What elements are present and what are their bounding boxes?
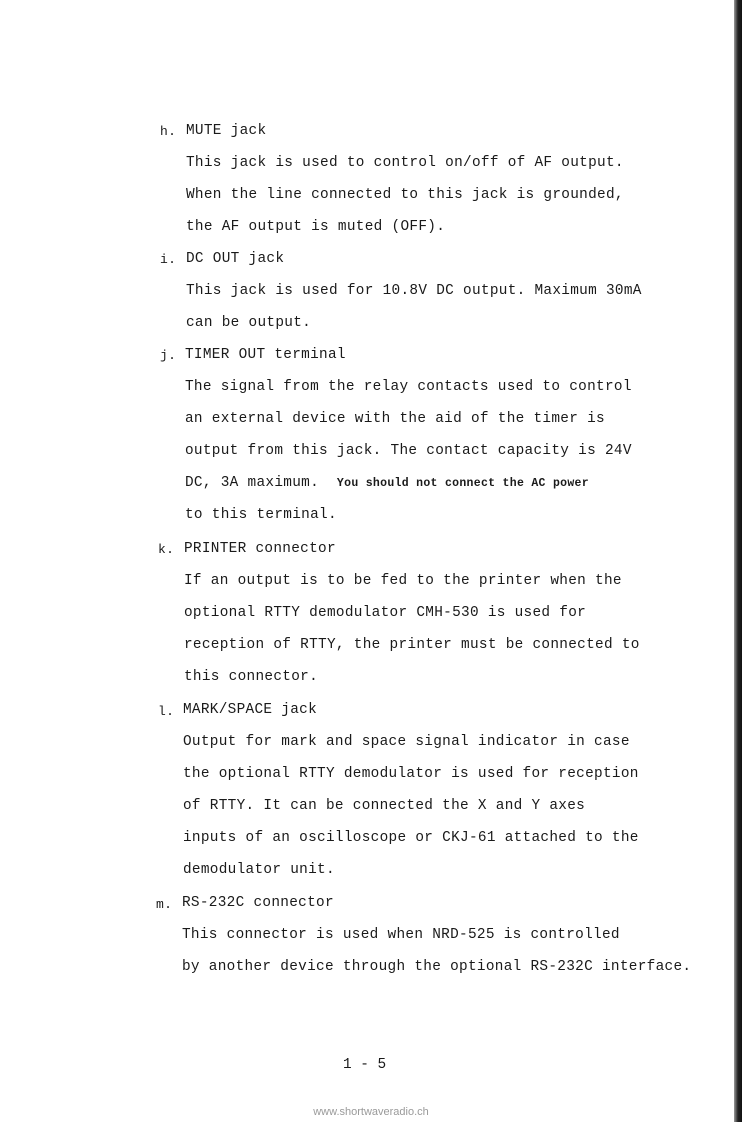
watermark: www.shortwaveradio.ch xyxy=(313,1106,429,1118)
body-line: reception of RTTY, the printer must be connected to xyxy=(184,637,640,653)
warning-note: You should not connect the AC power xyxy=(336,477,589,490)
section-letter-l: l. xyxy=(158,704,175,719)
body-line: Output for mark and space signal indicator in case xyxy=(183,734,630,750)
body-line: to this terminal. xyxy=(185,507,337,523)
section-letter-i: i. xyxy=(160,252,177,267)
body-line: This jack is used to control on/off of AF output. xyxy=(186,155,624,171)
body-line: demodulator unit. xyxy=(183,862,335,878)
body-line: the AF output is muted (OFF). xyxy=(186,219,446,235)
section-title-printer-connector: PRINTER connector xyxy=(184,541,336,557)
body-line: When the line connected to this jack is grounded, xyxy=(186,187,624,203)
body-line: optional RTTY demodulator CMH-530 is used for xyxy=(184,605,587,621)
body-line-text: DC, 3A maximum. xyxy=(185,475,320,491)
body-line: this connector. xyxy=(184,669,319,685)
page-edge-shadow xyxy=(734,0,742,1122)
section-letter-k: k. xyxy=(158,542,175,557)
body-line: can be output. xyxy=(186,315,312,331)
page-number: 1 - 5 xyxy=(343,1057,387,1073)
body-line: This jack is used for 10.8V DC output. Maximum 30mA xyxy=(186,283,642,299)
body-line: The signal from the relay contacts used to control xyxy=(185,379,632,395)
section-title-timer-out-terminal: TIMER OUT terminal xyxy=(185,347,346,363)
body-line: This connector is used when NRD-525 is controlled xyxy=(182,927,620,943)
section-title-mark-space-jack: MARK/SPACE jack xyxy=(183,702,318,718)
body-line xyxy=(185,474,589,493)
section-title-dc-out-jack: DC OUT jack xyxy=(186,251,285,267)
body-line: output from this jack. The contact capacity is 24V xyxy=(185,443,632,459)
body-line: of RTTY. It can be connected the X and Y axes xyxy=(183,798,586,814)
section-letter-j: j. xyxy=(160,348,177,363)
body-line: If an output is to be fed to the printer when the xyxy=(184,573,622,589)
section-title-mute-jack: MUTE jack xyxy=(186,123,267,139)
section-letter-h: h. xyxy=(160,124,177,139)
body-line: the optional RTTY demodulator is used for reception xyxy=(183,766,639,782)
section-letter-m: m. xyxy=(156,897,173,912)
body-line: by another device through the optional RS-232C interface. xyxy=(182,959,692,975)
body-line: an external device with the aid of the timer is xyxy=(185,411,605,427)
section-title-rs232c-connector: RS-232C connector xyxy=(182,895,334,911)
body-line: inputs of an oscilloscope or CKJ-61 attached to the xyxy=(183,830,639,846)
